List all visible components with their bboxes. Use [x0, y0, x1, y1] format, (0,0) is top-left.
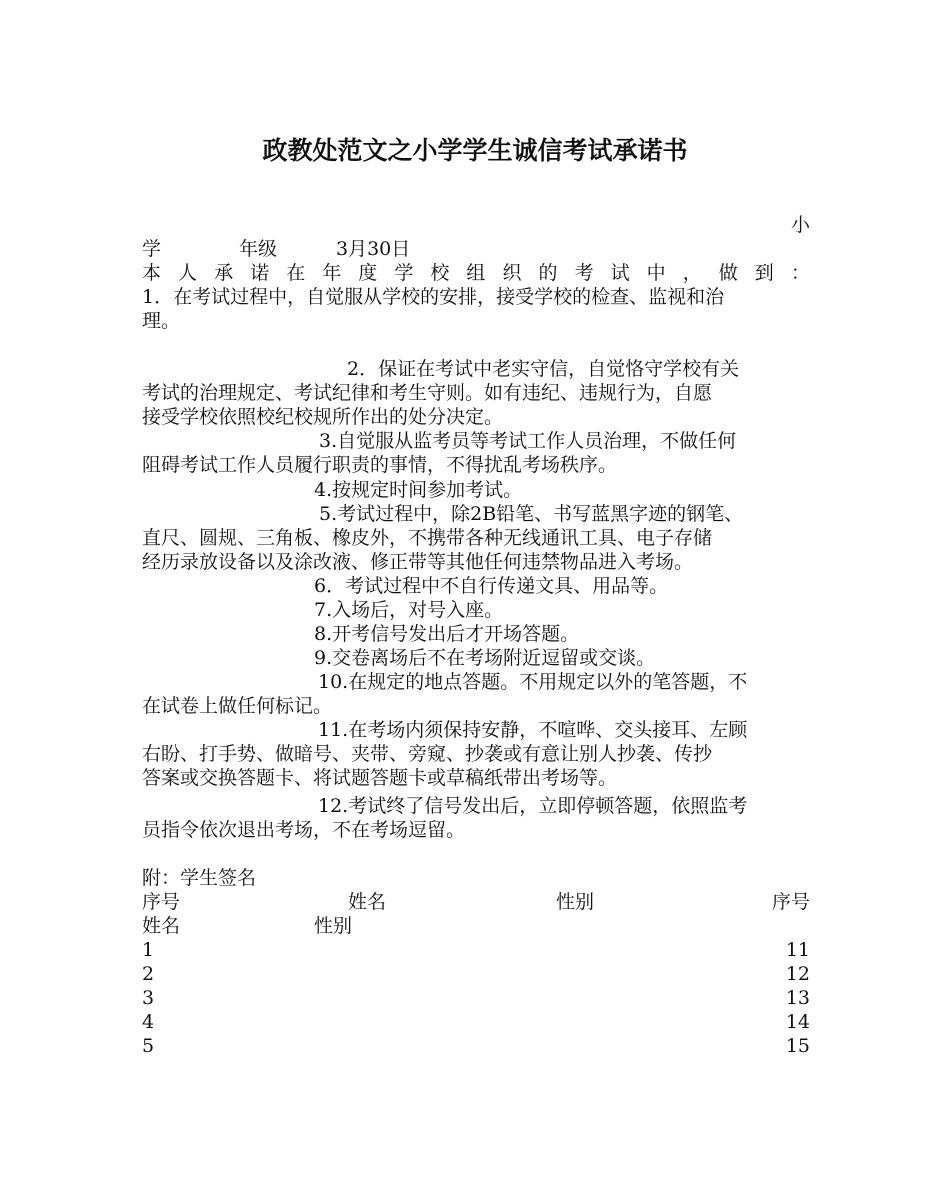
signature-row	[142, 986, 810, 1010]
header-name: 姓名	[348, 891, 387, 913]
pledge-char: 考	[574, 262, 594, 284]
row-number-right: 13	[785, 987, 810, 1009]
row-number-left: 1	[142, 939, 155, 961]
pledge-char: 到	[754, 262, 774, 284]
item-3-line-2: 阻碍考试工作人员履行职责的事情，不得扰乱考场秩序。	[142, 454, 618, 476]
signature-label: 附：学生签名	[142, 867, 257, 889]
school-char: 学	[142, 238, 162, 260]
header-gender: 性别	[556, 891, 595, 913]
row-number-left: 4	[142, 1011, 155, 1033]
item-10-line-1: 10.在规定的地点答题。不用规定以外的笔答题，不	[318, 671, 748, 693]
grade-label: 年级	[239, 238, 278, 260]
item-7: 7.入场后，对号入座。	[314, 599, 504, 621]
header-gender-2: 性别	[314, 915, 353, 937]
pledge-char: 做	[718, 262, 738, 284]
signature-header-row	[142, 890, 810, 914]
item-1-line-1: 1．在考试过程中，自觉服从学校的安排，接受学校的检查、监视和治	[142, 286, 725, 308]
pledge-char: 承	[214, 262, 234, 284]
item-9: 9.交卷离场后不在考场附近逗留或交谈。	[314, 647, 656, 669]
header-line-1	[142, 213, 810, 237]
row-number-left: 5	[142, 1035, 155, 1057]
row-number-right: 11	[785, 939, 810, 961]
pledge-char: 中	[646, 262, 666, 284]
item-5-line-3: 经历录放设备以及涂改液、修正带等其他任何违禁物品进入考场。	[142, 551, 694, 573]
item-3-line-1: 3.自觉服从监考员等考试工作人员治理，不做任何	[319, 430, 737, 452]
signature-row	[142, 1034, 810, 1058]
item-4: 4.按规定时间参加考试。	[314, 479, 523, 501]
item-12-line-2: 员指令依次退出考场，不在考场逗留。	[142, 819, 466, 841]
pledge-char: 组	[466, 262, 486, 284]
header-line-2	[142, 237, 810, 261]
item-1-line-2: 理。	[142, 310, 181, 332]
header-seq: 序号	[142, 891, 181, 913]
item-10-line-2: 在试卷上做任何标记。	[142, 695, 333, 717]
pledge-char: 在	[286, 262, 306, 284]
row-number-left: 2	[142, 963, 155, 985]
header-seq-2: 序号	[771, 891, 810, 913]
pledge-char: 的	[538, 262, 558, 284]
item-11-line-3: 答案或交换答题卡、将试题答题卡或草稿纸带出考场等。	[142, 767, 618, 789]
signature-row	[142, 938, 810, 962]
pledge-char: 诺	[250, 262, 270, 284]
pledge-char: 校	[430, 262, 450, 284]
item-2-line-3: 接受学校依照校纪校规所作出的处分决定。	[142, 406, 504, 428]
pledge-char: 试	[610, 262, 630, 284]
row-number-left: 3	[142, 987, 155, 1009]
pledge-intro-line	[142, 261, 810, 285]
item-11-line-1: 11.在考场内须保持安静，不喧哗、交头接耳、左顾	[318, 719, 748, 741]
item-11-line-2: 右盼、打手势、做暗号、夹带、旁窥、抄袭或有意让别人抄袭、传抄	[142, 743, 713, 765]
header-name-2: 姓名	[142, 915, 181, 937]
item-5-line-2: 直尺、圆规、三角板、橡皮外，不携带各种无线通讯工具、电子存储	[142, 527, 713, 549]
pledge-char: 人	[178, 262, 198, 284]
item-12-line-1: 12.考试终了信号发出后，立即停顿答题，依照监考	[318, 795, 748, 817]
signature-row	[142, 962, 810, 986]
signature-row	[142, 1010, 810, 1034]
item-6: 6．考试过程中不自行传递文具、用品等。	[314, 575, 669, 597]
school-suffix: 小	[790, 214, 810, 236]
signature-header-row-2	[142, 914, 810, 938]
item-2-line-2: 考试的治理规定、考试纪律和考生守则。如有违纪、违规行为，自愿	[142, 382, 713, 404]
row-number-right: 15	[785, 1035, 810, 1057]
row-number-right: 14	[785, 1011, 810, 1033]
item-2-line-1: 2．保证在考试中老实守信，自觉恪守学校有关	[347, 358, 740, 380]
pledge-char: 年	[322, 262, 342, 284]
row-number-right: 12	[785, 963, 810, 985]
pledge-char: ，	[682, 262, 702, 284]
date-text: 3月30日	[336, 238, 411, 260]
pledge-char: 学	[394, 262, 414, 284]
pledge-char: ：	[790, 262, 810, 284]
document-title: 政教处范文之小学学生诚信考试承诺书	[262, 136, 688, 165]
pledge-char: 度	[358, 262, 378, 284]
pledge-char: 本	[142, 262, 162, 284]
item-8: 8.开考信号发出后才开场答题。	[314, 623, 580, 645]
item-5-line-1: 5.考试过程中，除2B铅笔、书写蓝黑字迹的钢笔、	[319, 503, 744, 525]
pledge-char: 织	[502, 262, 522, 284]
